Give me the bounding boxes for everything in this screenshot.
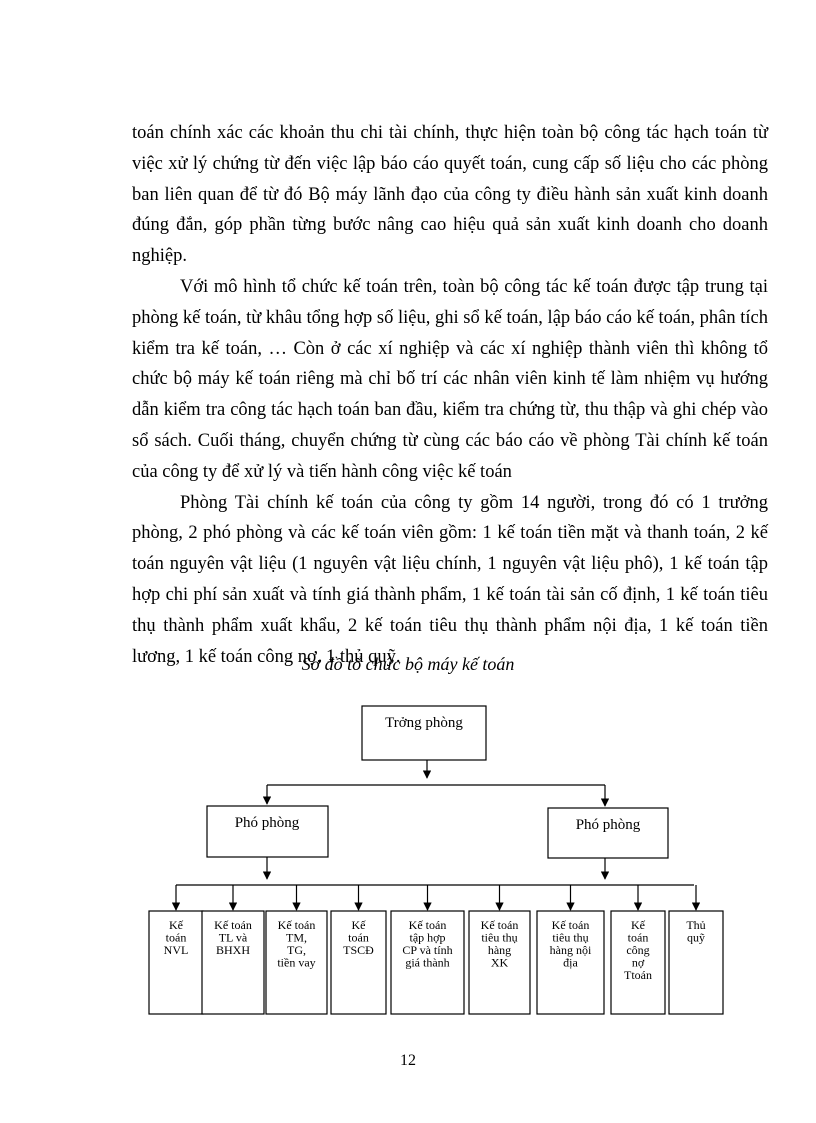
leaf-label-line: Kế <box>351 918 366 932</box>
leaf-label-line: tập hợp <box>409 930 446 945</box>
connectors-bottom <box>176 857 694 885</box>
leaf-node <box>537 885 604 1014</box>
leaf-node <box>149 885 203 1014</box>
leaf-label-line: Thủ <box>686 918 706 932</box>
deputy-node-left <box>207 806 328 857</box>
head-node <box>362 706 486 760</box>
leaf-label-line: tiền vay <box>277 955 316 970</box>
leaf-label-line: TSCĐ <box>343 943 374 957</box>
leaf-label-line: công <box>626 943 650 957</box>
leaf-label-line: TG, <box>287 943 306 957</box>
leaf-label-line: hàng <box>487 943 512 957</box>
leaf-label-line: quỹ <box>687 930 705 945</box>
diagram-caption: Sơ đồ tổ chức bộ máy kế toán <box>301 654 515 674</box>
leaf-label-line: toán <box>348 930 369 945</box>
leaf-label-line: Kế toán <box>480 918 519 932</box>
leaf-label-line: nợ <box>631 955 645 970</box>
head-label: Trởng phòng <box>385 715 463 731</box>
paragraph-1: toán chính xác các khoản thu chi tài chính, thực hiện toàn bộ công tác hạch toán từ việc xử lý chứng từ đến việc lập báo cáo quyết toán, cung cấp số liệu cho các phòng ban liên quan để từ đó Bộ máy lãnh đạo của công ty điều hành sản xuất kinh doanh đúng đắn, góp phần từng bước nâng cao hiệu quả sản xuất kinh doanh cho doanh nghiệp. <box>132 123 768 267</box>
leaf-label-line: TM, <box>286 930 307 945</box>
leaf-label-line: XK <box>490 955 509 970</box>
leaf-node <box>391 885 464 1014</box>
leaf-label-line: Kế toán <box>551 918 590 932</box>
leaf-label-line: toán <box>165 930 187 945</box>
deputy-right-label: Phó phòng <box>575 817 641 833</box>
leaf-label-line: Kế toán <box>277 918 316 932</box>
leaf-label-line: địa <box>563 955 578 970</box>
leaf-label-line: tiêu thụ <box>481 930 518 945</box>
paragraph-3: Phòng Tài chính kế toán của công ty gồm 14 người, trong đó có 1 trưởng phòng, 2 phó phòng và các kế toán viên gồm: 1 kế toán tiền mặt và thanh toán, 2 kế toán nguyên vật liệu (1 nguyên vật liệu chính, 1 nguyên vật liệu phô), 1 kế toán tập hợp chi phí sản xuất và tính giá thành phẩm, 1 kế toán tài sản cố định, 1 kế toán tiêu thụ thành phẩm xuất khẩu, 2 kế toán tiêu thụ thành phẩm nội địa, 1 kế toán tiền lương, 1 kế toán công nợ, 1 thủ quỹ. <box>132 492 768 667</box>
deputy-node-right <box>548 808 668 858</box>
page-number: 12 <box>400 1052 416 1069</box>
leaf-label-line: giá thành <box>405 955 450 970</box>
deputy-left-label: Phó phòng <box>234 815 300 831</box>
leaf-label-line: Kế <box>631 918 645 932</box>
leaf-label-line: Kế toán <box>408 918 447 932</box>
leaf-node <box>202 885 264 1014</box>
leaf-label-line: toán <box>627 930 649 945</box>
connectors-top <box>267 760 605 806</box>
leaf-label-line: tiêu thụ <box>552 930 589 945</box>
leaf-node <box>331 885 386 1014</box>
leaf-node <box>669 885 723 1014</box>
leaf-label-line: CP và tính <box>402 943 453 957</box>
leaf-label-line: NVL <box>163 943 189 957</box>
leaf-label-line: BHXH <box>215 943 251 957</box>
leaf-label-line: Ttoán <box>624 968 652 982</box>
paragraph-2: Với mô hình tổ chức kế toán trên, toàn bộ công tác kế toán được tập trung tại phòng kế toán, từ khâu tổng hợp số liệu, ghi sổ kế toán, lập báo cáo kế toán, phân tích kiểm tra kế toán, … Còn ở các xí nghiệp và các xí nghiệp thành viên thì không tổ chức bộ máy kế toán riêng mà chỉ bố trí các nhân viên kinh tế làm nhiệm vụ hướng dẫn kiểm tra công tác hạch toán ban đầu, kiểm tra chứng từ, thu thập và ghi chép vào sổ sách. Cuối tháng, chuyển chứng từ cùng các báo cáo về phòng Tài chính kế toán của công ty để xử lý và tiến hành công việc kế toán <box>132 276 768 482</box>
leaf-node <box>266 885 327 1014</box>
leaf-node <box>611 885 665 1014</box>
leaf-label-line: hàng nội <box>549 943 592 957</box>
leaf-node <box>469 885 530 1014</box>
leaf-label-line: Kế <box>169 918 183 932</box>
leaf-label-line: Kế toán <box>214 918 252 932</box>
leaf-layer <box>149 885 723 1014</box>
leaf-label-line: TL và <box>218 930 248 945</box>
